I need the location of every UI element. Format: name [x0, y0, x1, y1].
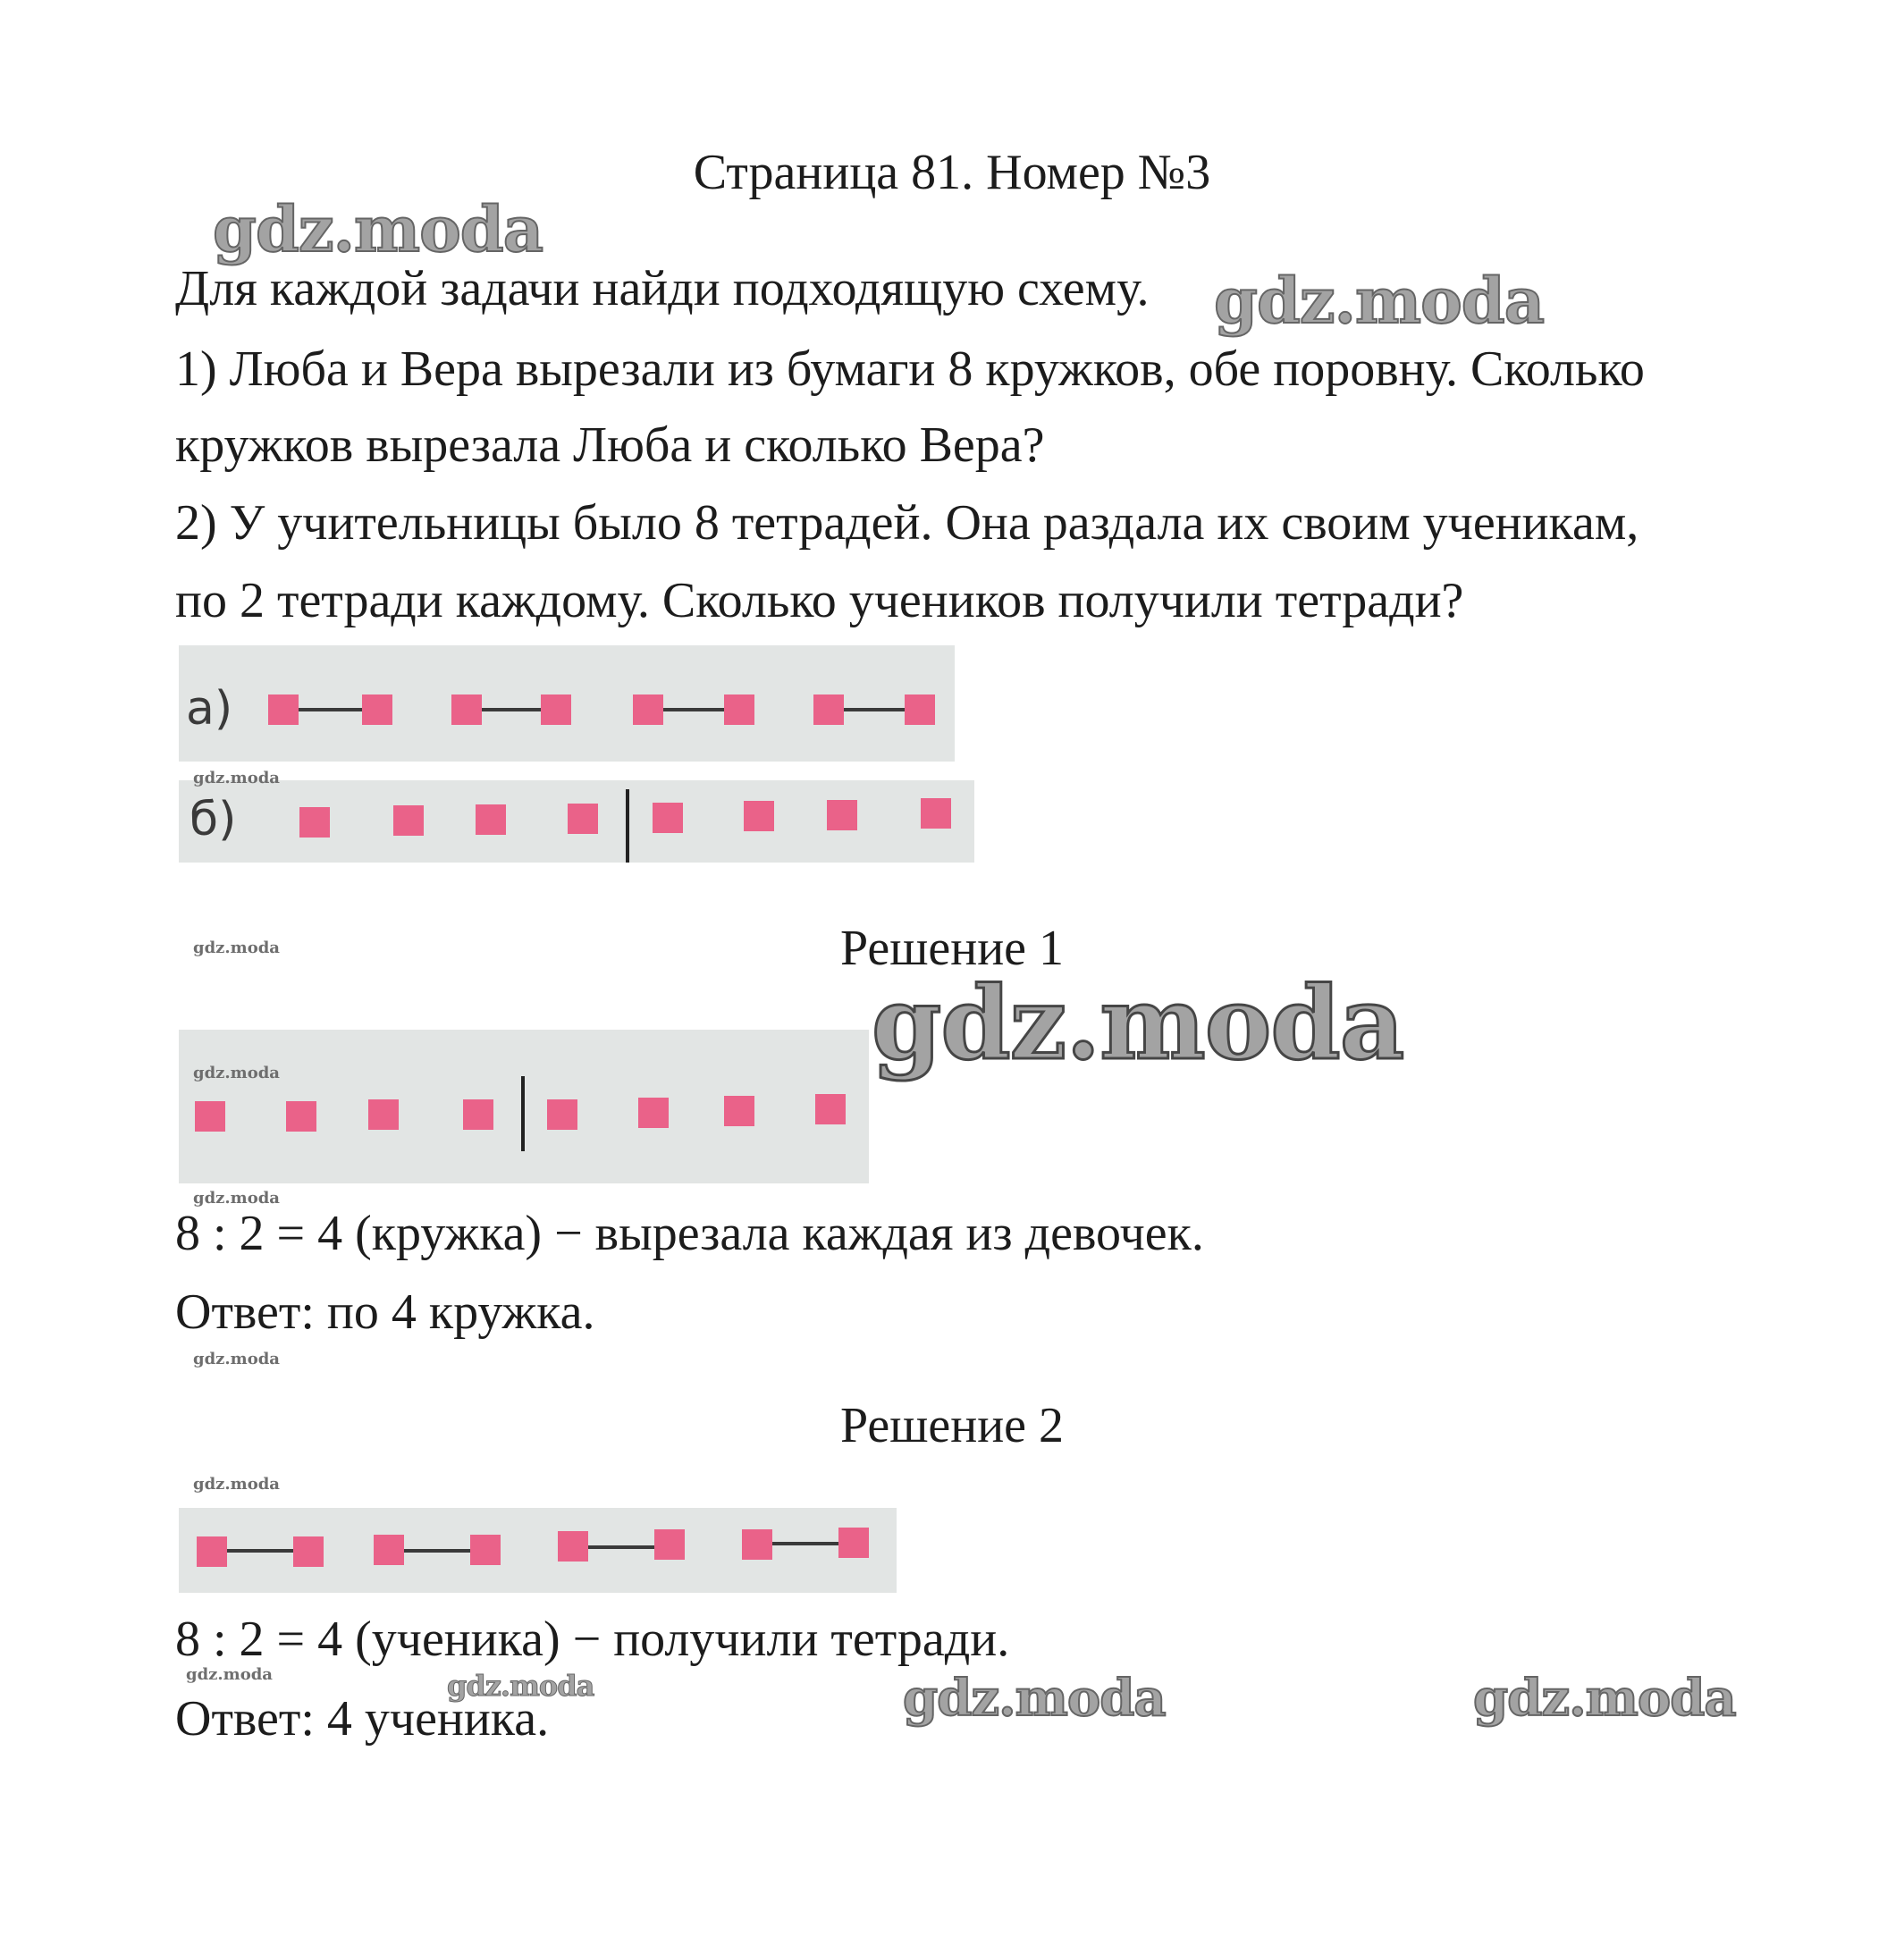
watermark-logo: gdz.moda [1473, 1669, 1736, 1728]
watermark-small: gdz.moda [186, 1665, 273, 1684]
square [838, 1528, 869, 1558]
pair-link [297, 708, 366, 711]
watermark-logo: gdz.moda [447, 1669, 594, 1703]
square [653, 803, 683, 833]
scheme-b-label: б) [190, 793, 237, 846]
square [633, 694, 663, 725]
square [299, 807, 330, 838]
problem-1-line-1: 1) Люба и Вера вырезали из бумаги 8 кружков, обе поровну. Сколько [175, 341, 1645, 397]
pair-link [585, 1545, 656, 1549]
square [744, 801, 774, 831]
pair-link [478, 708, 545, 711]
watermark-small: gdz.moda [193, 769, 280, 787]
watermark-logo: gdz.moda [213, 192, 543, 266]
square [368, 1099, 399, 1130]
square [286, 1101, 316, 1132]
square [547, 1099, 577, 1130]
square [451, 694, 482, 725]
solution-2-equation: 8 : 2 = 4 (ученика) − получили тетради. [175, 1612, 1010, 1667]
square [197, 1536, 227, 1567]
divider-line [626, 789, 629, 863]
scheme-a-label: а) [186, 682, 233, 736]
square [374, 1535, 404, 1565]
square [742, 1529, 772, 1560]
problem-2-line-1: 2) У учительницы было 8 тетрадей. Она раздала их своим ученикам, [175, 495, 1639, 551]
square [293, 1536, 324, 1567]
square [393, 805, 424, 836]
square [905, 694, 935, 725]
watermark-logo: gdz.moda [1214, 264, 1545, 338]
problem-1-line-2: кружков вырезала Люба и сколько Вера? [175, 417, 1045, 473]
pair-link [660, 708, 727, 711]
page-title: Страница 81. Номер №3 [693, 145, 1211, 200]
square [541, 694, 571, 725]
square [463, 1099, 493, 1130]
square [724, 1096, 754, 1126]
square [654, 1529, 685, 1560]
solution-1-scheme [179, 1030, 869, 1183]
solution-1-title: Решение 1 [839, 921, 1065, 976]
pair-link [225, 1549, 297, 1553]
square [921, 798, 951, 829]
watermark-small: gdz.moda [193, 1350, 280, 1368]
square [827, 800, 857, 830]
pair-link [842, 708, 909, 711]
square [268, 694, 299, 725]
solution-1-answer: Ответ: по 4 кружка. [175, 1284, 595, 1340]
solution-2-scheme [179, 1508, 897, 1593]
square [195, 1101, 225, 1132]
square [724, 694, 754, 725]
square [362, 694, 392, 725]
scheme-b [179, 780, 974, 863]
pair-link [402, 1549, 474, 1553]
watermark-small: gdz.moda [193, 1064, 280, 1082]
watermark-small: gdz.moda [193, 939, 280, 957]
solution-2-title: Решение 2 [839, 1398, 1065, 1453]
watermark-logo: gdz.moda [872, 965, 1404, 1082]
square [815, 1094, 846, 1124]
square [470, 1535, 501, 1565]
solution-1-equation: 8 : 2 = 4 (кружка) − вырезала каждая из девочек. [175, 1206, 1204, 1261]
watermark-logo: gdz.moda [903, 1669, 1166, 1728]
solution-2-answer: Ответ: 4 ученика. [175, 1691, 550, 1747]
pair-link [769, 1542, 840, 1545]
task-instruction: Для каждой задачи найди подходящую схему. [175, 261, 1150, 316]
square [638, 1098, 669, 1128]
scheme-a [179, 645, 955, 762]
square [476, 804, 506, 835]
watermark-small: gdz.moda [193, 1189, 280, 1208]
problem-2-line-2: по 2 тетради каждому. Сколько учеников получили тетради? [175, 573, 1464, 628]
square [568, 804, 598, 834]
watermark-small: gdz.moda [193, 1475, 280, 1494]
divider-line [521, 1076, 525, 1151]
square [558, 1531, 588, 1562]
square [813, 694, 844, 725]
